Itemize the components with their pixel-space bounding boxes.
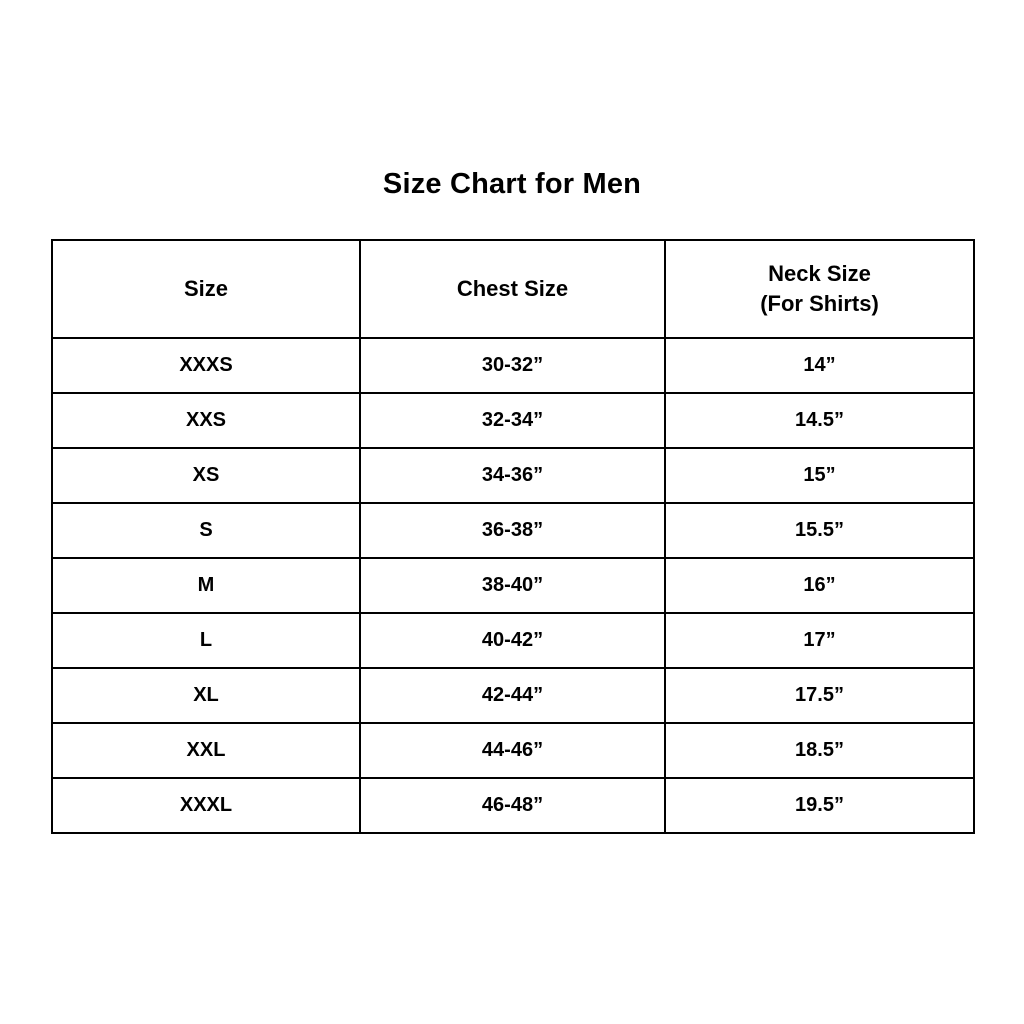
table-header [52, 240, 974, 338]
cell-neck: 14.5” [665, 393, 974, 448]
cell-neck: 19.5” [665, 778, 974, 833]
cell-size: M [52, 558, 360, 613]
cell-neck: 14” [665, 338, 974, 393]
cell-size: XXS [52, 393, 360, 448]
table-row [52, 778, 974, 833]
column-header-size-label: Size [183, 276, 229, 301]
table-row [52, 393, 974, 448]
table-header-row [52, 240, 974, 338]
cell-neck: 17” [665, 613, 974, 668]
cell-chest: 44-46” [360, 723, 665, 778]
table-row [52, 668, 974, 723]
cell-chest: 36-38” [360, 503, 665, 558]
column-header-size [52, 240, 360, 338]
page-title: Size Chart for Men [382, 168, 642, 200]
cell-chest: 30-32” [360, 338, 665, 393]
column-header-chest-size-label: Chest Size [456, 276, 569, 301]
cell-neck: 17.5” [665, 668, 974, 723]
column-header-chest-size [360, 240, 665, 338]
cell-size: XS [52, 448, 360, 503]
table-body [52, 338, 974, 833]
cell-size: XXL [52, 723, 360, 778]
cell-chest: 32-34” [360, 393, 665, 448]
cell-chest: 46-48” [360, 778, 665, 833]
cell-chest: 34-36” [360, 448, 665, 503]
cell-size: L [52, 613, 360, 668]
cell-neck: 15” [665, 448, 974, 503]
table-row [52, 448, 974, 503]
table-row [52, 558, 974, 613]
table-row [52, 338, 974, 393]
column-header-neck-size-label: Neck Size [768, 261, 871, 286]
size-chart-table [51, 239, 975, 834]
table-row [52, 613, 974, 668]
cell-size: XXXL [52, 778, 360, 833]
cell-neck: 15.5” [665, 503, 974, 558]
cell-neck: 18.5” [665, 723, 974, 778]
cell-chest: 38-40” [360, 558, 665, 613]
cell-size: XXXS [52, 338, 360, 393]
cell-size: S [52, 503, 360, 558]
cell-size: XL [52, 668, 360, 723]
table-row [52, 723, 974, 778]
cell-chest: 40-42” [360, 613, 665, 668]
table-row [52, 503, 974, 558]
size-chart-table-container [51, 239, 973, 834]
cell-chest: 42-44” [360, 668, 665, 723]
column-header-neck-size-sublabel: (For Shirts) [760, 291, 879, 316]
cell-neck: 16” [665, 558, 974, 613]
column-header-neck-size [665, 240, 974, 338]
